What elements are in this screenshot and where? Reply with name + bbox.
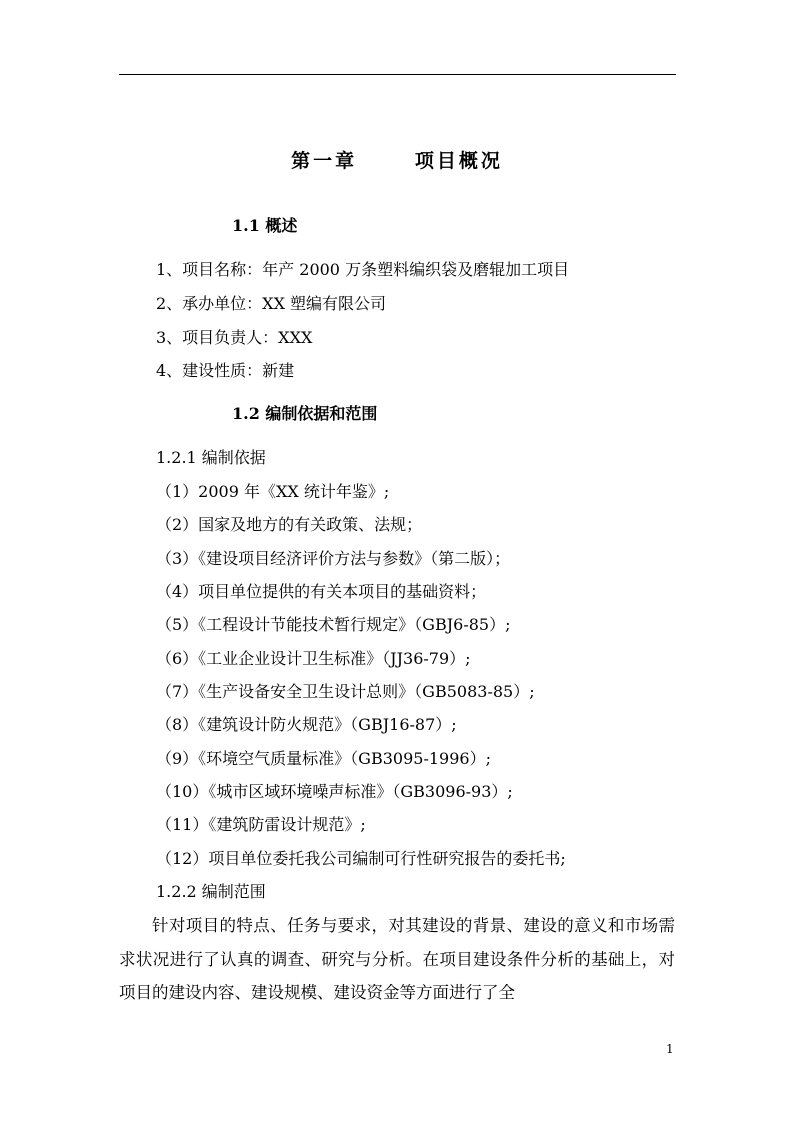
basis-item: （4）项目单位提供的有关本项目的基础资料； [156, 582, 487, 601]
subsection-heading-1-2-1: 1.2.1 编制依据 [156, 448, 266, 467]
basis-item: （1）2009 年《XX 统计年鉴》; [156, 482, 390, 501]
overview-item: 4、建设性质：新建 [156, 361, 295, 380]
basis-item: （9）《环境空气质量标准》（GB3095-1996）; [156, 749, 491, 768]
page-number: 1 [666, 1042, 674, 1056]
overview-item: 2、承办单位：XX 塑编有限公司 [156, 294, 387, 313]
basis-item: （8）《建筑设计防火规范》（GBJ16-87）; [156, 715, 457, 734]
basis-item: （11）《建筑防雷设计规范》; [156, 815, 366, 834]
scope-paragraph: 针对项目的特点、任务与要求，对其建设的背景、建设的意义和市场需求状况进行了认真的调查、研究与分析。在项目建设条件分析的基础上，对项目的建设内容、建设规模、建设资金等方面进行了全 [119, 916, 675, 1002]
basis-item: （6）《工业企业设计卫生标准》（JJ36-79）; [156, 649, 471, 668]
overview-item: 1、项目名称：年产 2000 万条塑料编织袋及磨辊加工项目 [156, 260, 570, 279]
basis-item: （12）项目单位委托我公司编制可行性研究报告的委托书; [156, 849, 566, 868]
basis-item: （10）《城市区域环境噪声标准》（GB3096-93）; [156, 782, 513, 801]
basis-item: （2）国家及地方的有关政策、法规； [156, 515, 423, 534]
basis-item: （3）《建设项目经济评价方法与参数》（第二版）； [156, 549, 511, 568]
chapter-title: 第一章 项目概况 [291, 150, 503, 172]
subsection-heading-1-2-2: 1.2.2 编制范围 [156, 882, 266, 901]
section-heading-1-1: 1.1 概述 [232, 216, 298, 235]
section-heading-1-2: 1.2 编制依据和范围 [232, 404, 378, 423]
overview-item: 3、项目负责人：XXX [156, 328, 313, 347]
basis-item: （7）《生产设备安全卫生设计总则》（GB5083-85）; [156, 682, 535, 701]
header-rule [119, 74, 676, 75]
basis-item: （5）《工程设计节能技术暂行规定》（GBJ6-85）; [156, 615, 511, 634]
